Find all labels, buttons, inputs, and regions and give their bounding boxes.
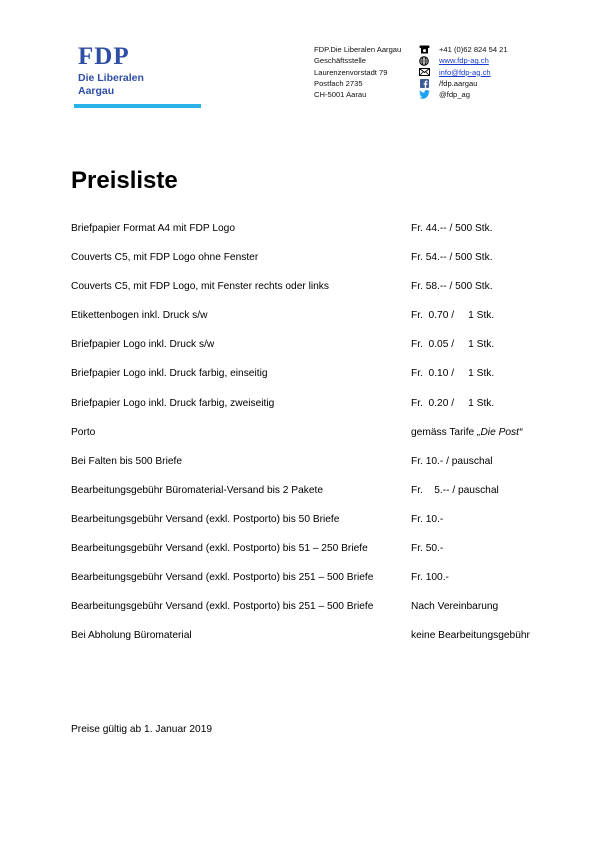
mail-icon (418, 67, 430, 77)
email-link[interactable]: info@fdp-ag.ch (439, 67, 491, 77)
price-row (71, 513, 551, 542)
fdp-logo (78, 44, 144, 98)
item-label: Bei Falten bis 500 Briefe (71, 455, 182, 467)
logo-line-2: Aargau (78, 85, 115, 97)
globe-icon (418, 56, 430, 66)
item-price: Nach Vereinbarung (411, 601, 499, 613)
price-row (71, 309, 551, 338)
price-row (71, 338, 551, 367)
website-link[interactable]: www.fdp-ag.ch (439, 56, 489, 66)
price-list (71, 222, 551, 658)
page-title: Preisliste (71, 167, 178, 194)
item-price: Fr. 58.-- / 500 Stk. (411, 281, 493, 293)
address-block (314, 44, 401, 100)
item-price: Fr. 10.- / pauschal (411, 455, 493, 467)
price-row (71, 484, 551, 513)
item-label: Briefpapier Logo inkl. Druck s/w (71, 339, 215, 351)
item-price: keine Bearbeitungsgebühr (411, 630, 530, 642)
item-price: Fr. 10.- (411, 513, 444, 525)
item-price (411, 426, 522, 439)
price-row (71, 426, 551, 455)
contact-block (418, 44, 508, 100)
price-row (71, 455, 551, 484)
item-label: Bearbeitungsgebühr Versand (exkl. Postporto) bis 251 – 500 Briefe (71, 572, 374, 584)
porto-tariff-source: „Die Post“ (477, 426, 523, 438)
item-price: Fr. 100.- (411, 572, 449, 584)
price-row (71, 397, 551, 426)
item-price: Fr. 0.05 / 1 Stk. (411, 339, 495, 351)
logo-wordmark: FDP (78, 43, 130, 70)
price-row (71, 629, 551, 658)
item-price: Fr. 44.-- / 500 Stk. (411, 223, 493, 234)
contact-phone (418, 44, 508, 55)
item-label: Bei Abholung Büromaterial (71, 630, 192, 642)
item-label: Etikettenbogen inkl. Druck s/w (71, 310, 208, 322)
item-price: Fr. 0.20 / 1 Stk. (411, 397, 495, 409)
price-row (71, 367, 551, 396)
porto-tariff-text: gemäss Tarife (411, 426, 478, 438)
price-row (71, 571, 551, 600)
address-line: Postfach 2735 (314, 78, 363, 88)
price-row (71, 542, 551, 571)
item-label: Bearbeitungsgebühr Büromaterial-Versand bis 2 Pakete (71, 484, 324, 496)
price-row (71, 600, 551, 629)
address-line: Geschäftsstelle (314, 56, 366, 66)
item-price: Fr. 50.- (411, 543, 444, 555)
twitter-icon (418, 90, 430, 100)
item-label: Porto (71, 426, 96, 438)
price-row (71, 222, 551, 251)
logo-underline-bar (74, 104, 201, 108)
twitter-handle: @fdp_ag (439, 90, 470, 100)
item-label: Couverts C5, mit FDP Logo ohne Fenster (71, 252, 259, 264)
price-row (71, 251, 551, 280)
logo-line-1: Die Liberalen (78, 72, 144, 84)
item-label: Couverts C5, mit FDP Logo, mit Fenster rechts oder links (71, 281, 329, 293)
item-label: Bearbeitungsgebühr Versand (exkl. Postporto) bis 50 Briefe (71, 513, 340, 525)
phone-icon (418, 45, 430, 55)
address-line: FDP.Die Liberalen Aargau (314, 45, 402, 54)
item-price: Fr. 0.70 / 1 Stk. (411, 310, 495, 322)
facebook-handle: /fdp.aargau (439, 78, 478, 88)
contact-twitter (418, 89, 508, 100)
phone-number: +41 (0)62 824 54 21 (439, 45, 508, 54)
item-price: Fr. 0.10 / 1 Stk. (411, 368, 495, 380)
item-label: Briefpapier Logo inkl. Druck farbig, zweiseitig (71, 397, 275, 409)
validity-note: Preise gültig ab 1. Januar 2019 (71, 724, 213, 735)
item-label: Briefpapier Logo inkl. Druck farbig, einseitig (71, 368, 268, 380)
price-row (71, 280, 551, 309)
item-label: Briefpapier Format A4 mit FDP Logo (71, 223, 236, 234)
contact-facebook (418, 78, 508, 89)
item-price: Fr. 54.-- / 500 Stk. (411, 252, 493, 264)
address-line: Laurenzenvorstadt 79 (314, 67, 388, 77)
item-label: Bearbeitungsgebühr Versand (exkl. Postporto) bis 51 – 250 Briefe (71, 543, 368, 555)
contact-web[interactable] (418, 55, 508, 66)
contact-mail[interactable] (418, 67, 508, 78)
item-price: Fr. 5.-- / pauschal (411, 484, 499, 496)
facebook-icon (418, 79, 430, 89)
address-line: CH-5001 Aarau (314, 90, 367, 100)
item-label: Bearbeitungsgebühr Versand (exkl. Postporto) bis 251 – 500 Briefe (71, 601, 374, 613)
